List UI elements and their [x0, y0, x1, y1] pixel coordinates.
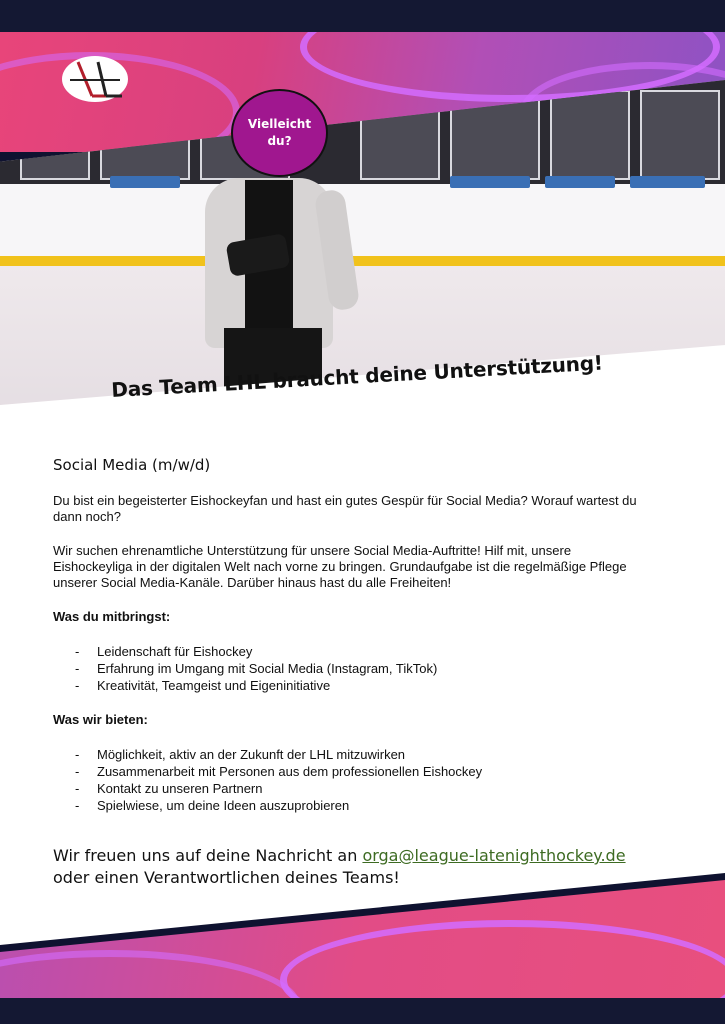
bring-list	[75, 643, 653, 694]
speech-bubble	[231, 89, 328, 177]
bubble-line-2: du?	[267, 134, 292, 148]
call-to-action	[53, 845, 673, 889]
top-bar	[0, 0, 725, 32]
list-item: - Leidenschaft für Eishockey	[75, 643, 653, 660]
cta-text-2: oder einen Verantwortlichen deines Teams!	[53, 868, 400, 887]
rink-boards	[0, 184, 725, 258]
bottom-bar	[0, 998, 725, 1024]
list-item: - Möglichkeit, aktiv an der Zukunft der LHL mitzuwirken	[75, 746, 653, 763]
job-description	[53, 457, 653, 832]
bring-heading: Was du mitbringst:	[53, 609, 171, 624]
list-item: - Erfahrung im Umgang mit Social Media (Instagram, TikTok)	[75, 660, 653, 677]
list-item: - Kreativität, Teamgeist und Eigeninitiative	[75, 677, 653, 694]
list-item: - Spielwiese, um deine Ideen auszuprobieren	[75, 797, 653, 814]
rink-kickplate	[0, 256, 725, 266]
email-link[interactable]: orga@league-latenighthockey.de	[362, 846, 626, 865]
intro-text: Du bist ein begeisterter Eishockeyfan und hast ein gutes Gespür für Social Media? Worauf wartest du dann noch?	[53, 493, 637, 524]
cta-text: Wir freuen uns auf deine Nachricht an	[53, 846, 363, 865]
headline: Das Team LHL braucht deine Unterstützung!	[110, 350, 604, 402]
role-title: Social Media (m/w/d)	[53, 456, 211, 474]
offer-list	[75, 746, 653, 814]
list-item: - Kontakt zu unseren Partnern	[75, 780, 653, 797]
hockey-stick-logo-icon	[62, 56, 128, 102]
bubble-line-1: Vielleicht	[247, 117, 312, 131]
offer-heading: Was wir bieten:	[53, 712, 148, 727]
list-item: - Zusammenarbeit mit Personen aus dem professionellen Eishockey	[75, 763, 653, 780]
body-text: Wir suchen ehrenamtliche Unterstützung für unsere Social Media-Auftritte! Hilf mit, unsere Eishockeyliga in der digitalen Welt nach vorne zu bringen. Grundaufgabe ist die regelmäßige Pflege unserer Social Media-Kanäle. Darüber hinaus hast du alle Freiheiten!	[53, 543, 627, 590]
